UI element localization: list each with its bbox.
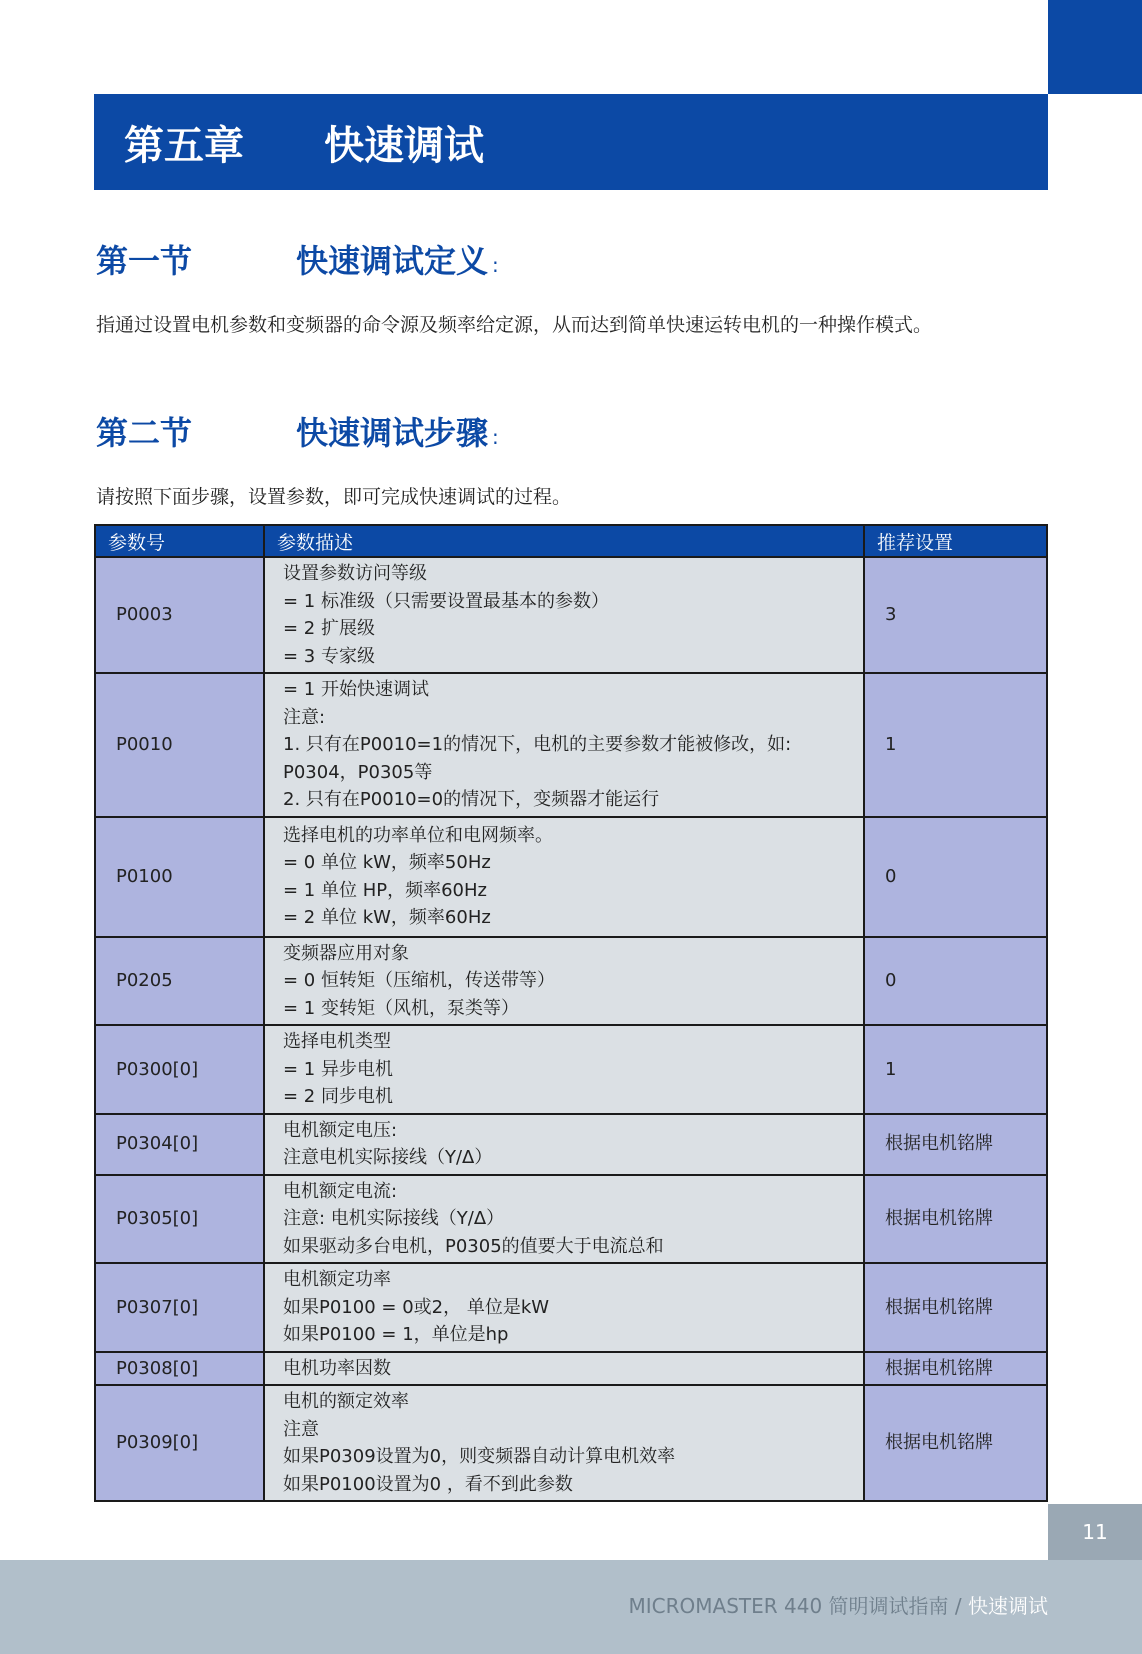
description-line: = 2 单位 kW，频率60Hz — [283, 907, 491, 928]
param-number-cell: P0010 — [95, 673, 264, 817]
description-line: 注意电机实际接线（Y/Δ） — [283, 1147, 493, 1168]
table-header-row — [95, 525, 1047, 557]
section2-text: 请按照下面步骤，设置参数，即可完成快速调试的过程。 — [96, 486, 572, 508]
footer-text — [629, 1590, 1048, 1619]
footer-chapter: 快速调试 — [968, 1594, 1048, 1618]
header-recommended-setting: 推荐设置 — [864, 525, 1047, 557]
description-line: 如果P0309设置为0，则变频器自动计算电机效率 — [283, 1446, 676, 1467]
description-line: 1. 只有在P0010=1的情况下，电机的主要参数才能被修改，如: — [283, 734, 792, 755]
param-number-cell: P0003 — [95, 557, 264, 673]
description-line: = 1 变转矩（风机，泵类等） — [283, 997, 519, 1019]
recommended-setting-cell: 根据电机铭牌 — [864, 1175, 1047, 1264]
description-line: P0304，P0305等 — [283, 761, 433, 783]
chapter-title: 快速调试 — [324, 122, 484, 169]
description-line: 如果驱动多台电机，P0305的值要大于电流总和 — [283, 1235, 664, 1257]
param-number-cell: P0308[0] — [95, 1352, 264, 1386]
header-param-description: 参数描述 — [264, 525, 864, 557]
chapter-banner — [94, 94, 1048, 190]
description-line: 电机功率因数 — [283, 1357, 391, 1379]
param-number-cell: P0309[0] — [95, 1385, 264, 1501]
table-row — [95, 817, 1047, 937]
param-description-cell — [264, 937, 864, 1026]
description-line: 注意 — [283, 1418, 319, 1440]
description-line: 选择电机的功率单位和电网频率。 — [283, 824, 553, 846]
table-row — [95, 1263, 1047, 1352]
recommended-setting-cell: 0 — [864, 817, 1047, 937]
section2-heading — [96, 408, 499, 454]
table-row — [95, 1114, 1047, 1175]
recommended-setting-cell: 根据电机铭牌 — [864, 1263, 1047, 1352]
table-row — [95, 557, 1047, 673]
description-line: 如果P0100 = 1，单位是hp — [283, 1324, 509, 1345]
description-line: 注意: — [283, 706, 326, 728]
param-description-cell — [264, 1175, 864, 1264]
description-line: = 2 扩展级 — [283, 618, 375, 639]
param-number-cell: P0307[0] — [95, 1263, 264, 1352]
recommended-setting-cell: 根据电机铭牌 — [864, 1385, 1047, 1501]
parameter-table — [94, 524, 1048, 1502]
param-description-cell — [264, 673, 864, 817]
table-row — [95, 1385, 1047, 1501]
table-row — [95, 937, 1047, 1026]
description-line: = 3 专家级 — [283, 645, 375, 667]
table-row — [95, 1025, 1047, 1114]
recommended-setting-cell: 1 — [864, 1025, 1047, 1114]
section1-title: 快速调试定义 — [296, 242, 489, 280]
description-line: 电机额定电压: — [283, 1119, 398, 1141]
recommended-setting-cell: 根据电机铭牌 — [864, 1114, 1047, 1175]
description-line: 如果P0100设置为0 ，看不到此参数 — [283, 1473, 573, 1495]
param-description-cell — [264, 1025, 864, 1114]
description-line: = 1 标准级（只需要设置最基本的参数） — [283, 590, 609, 612]
table-row — [95, 1352, 1047, 1386]
section1-colon: : — [492, 253, 499, 277]
description-line: 电机额定电流: — [283, 1180, 398, 1202]
description-line: 如果P0100 = 0或2， 单位是kW — [283, 1296, 550, 1318]
page-number: 11 — [1048, 1504, 1142, 1560]
param-number-cell: P0305[0] — [95, 1175, 264, 1264]
section2-number: 第二节 — [96, 414, 193, 452]
description-line: = 0 单位 kW，频率50Hz — [283, 852, 491, 873]
param-description-cell — [264, 1263, 864, 1352]
recommended-setting-cell: 根据电机铭牌 — [864, 1352, 1047, 1386]
description-line: 选择电机类型 — [283, 1031, 391, 1052]
param-description-cell — [264, 817, 864, 937]
recommended-setting-cell: 1 — [864, 673, 1047, 817]
section1-number: 第一节 — [96, 242, 193, 280]
description-line: = 2 同步电机 — [283, 1086, 393, 1107]
description-line: 2. 只有在P0010=0的情况下，变频器才能运行 — [283, 789, 660, 810]
description-line: = 1 异步电机 — [283, 1058, 393, 1080]
corner-accent-block — [1048, 0, 1142, 94]
description-line: 电机额定功率 — [283, 1269, 391, 1290]
param-number-cell: P0300[0] — [95, 1025, 264, 1114]
table-body — [95, 557, 1047, 1501]
description-line: 注意: 电机实际接线（Y/Δ） — [283, 1208, 505, 1229]
table-row — [95, 1175, 1047, 1264]
section1-text: 指通过设置电机参数和变频器的命令源及频率给定源，从而达到简单快速运转电机的一种操作模式。 — [96, 314, 933, 336]
recommended-setting-cell: 0 — [864, 937, 1047, 1026]
param-description-cell — [264, 1114, 864, 1175]
param-number-cell: P0304[0] — [95, 1114, 264, 1175]
param-number-cell: P0100 — [95, 817, 264, 937]
description-line: = 1 开始快速调试 — [283, 679, 429, 700]
description-line: = 1 单位 HP，频率60Hz — [283, 879, 487, 901]
chapter-number: 第五章 — [124, 122, 244, 169]
param-number-cell: P0205 — [95, 937, 264, 1026]
section1-heading — [96, 236, 499, 282]
header-param-number: 参数号 — [95, 525, 264, 557]
param-description-cell — [264, 1385, 864, 1501]
section2-colon: : — [492, 425, 499, 449]
footer-product: MICROMASTER 440 简明调试指南 / — [628, 1594, 968, 1618]
description-line: 变频器应用对象 — [283, 942, 409, 964]
description-line: 设置参数访问等级 — [283, 563, 427, 584]
description-line: = 0 恒转矩（压缩机，传送带等） — [283, 970, 555, 991]
param-description-cell — [264, 557, 864, 673]
recommended-setting-cell: 3 — [864, 557, 1047, 673]
table-row — [95, 673, 1047, 817]
section2-title: 快速调试步骤 — [296, 414, 489, 452]
param-description-cell — [264, 1352, 864, 1386]
description-line: 电机的额定效率 — [283, 1391, 409, 1412]
